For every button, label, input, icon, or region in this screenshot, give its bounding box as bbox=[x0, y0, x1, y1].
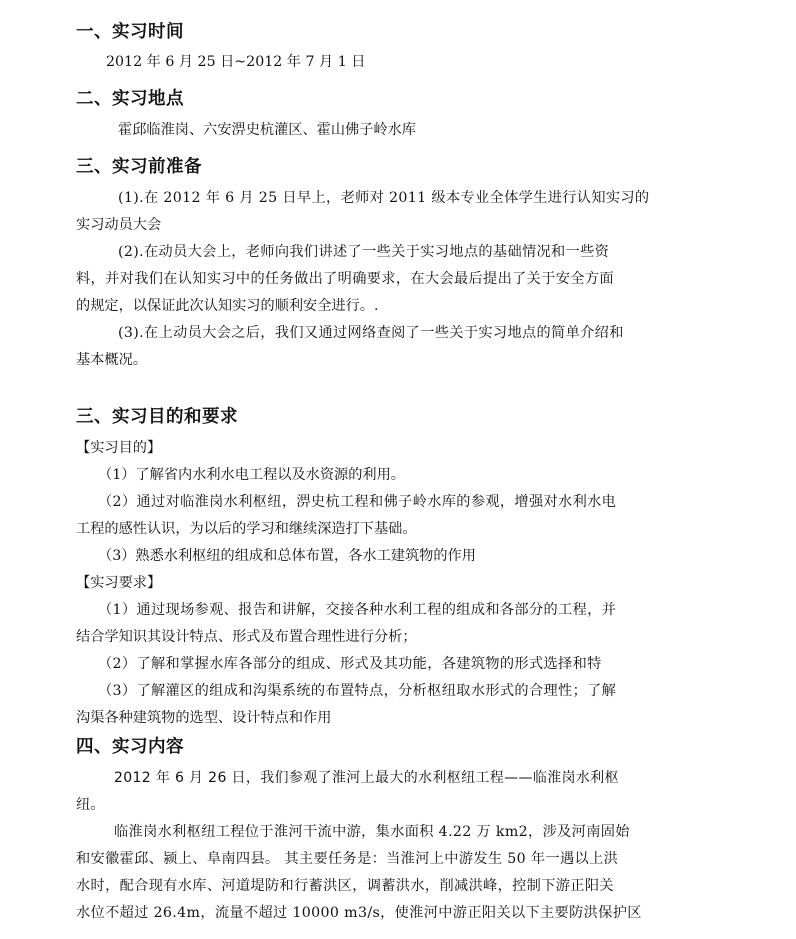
heading-internship-time: 一、实习时间 bbox=[76, 22, 184, 42]
preparation-line: (3).在上动员大会之后，我们又通过网络查阅了一些关于实习地点的简单介绍和 bbox=[118, 325, 624, 341]
heading-purpose-requirements: 三、实习目的和要求 bbox=[76, 407, 238, 427]
content-line: 2012 年 6 月 26 日，我们参观了淮河上最大的水利枢纽工程——临淮岗水利枢 bbox=[114, 770, 619, 786]
requirements-line: （2）了解和掌握水库各部分的组成、形式及其功能，各建筑物的形式选择和特 bbox=[98, 656, 602, 672]
preparation-line: (2).在动员大会上，老师向我们讲述了一些关于实习地点的基础情况和一些资 bbox=[118, 244, 610, 260]
preparation-line: 的规定，以保证此次认知实习的顺利安全进行。. bbox=[76, 298, 379, 314]
purpose-line: （2）通过对临淮岗水利枢纽，淠史杭工程和佛子岭水库的参观，增强对水利水电 bbox=[98, 494, 617, 510]
content-line: 纽。 bbox=[76, 797, 105, 813]
purpose-label: 【实习目的】 bbox=[76, 440, 162, 456]
purpose-line: （3）熟悉水利枢纽的组成和总体布置，各水工建筑物的作用 bbox=[98, 548, 476, 564]
content-line: 和安徽霍邱、颍上、阜南四县。 其主要任务是：当淮河上中游发生 50 年一遇以上洪 bbox=[76, 851, 619, 867]
preparation-line: 料，并对我们在认知实习中的任务做出了明确要求，在大会最后提出了关于安全方面 bbox=[76, 271, 614, 287]
preparation-line: 实习动员大会 bbox=[76, 217, 162, 233]
heading-content: 四、实习内容 bbox=[76, 737, 184, 757]
purpose-line: 工程的感性认识，为以后的学习和继续深造打下基础。 bbox=[76, 521, 417, 537]
internship-time-text: 2012 年 6 月 25 日~2012 年 7 月 1 日 bbox=[106, 54, 366, 70]
preparation-line: 基本概况。 bbox=[76, 352, 147, 368]
requirements-line: （1）通过现场参观、报告和讲解，交接各种水利工程的组成和各部分的工程，并 bbox=[98, 602, 617, 618]
requirements-line: 结合学知识其设计特点、形式及布置合理性进行分析； bbox=[76, 629, 417, 645]
requirements-line: （3）了解灌区的组成和沟渠系统的布置特点，分析枢纽取水形式的合理性；了解 bbox=[98, 683, 617, 699]
requirements-line: 沟渠各种建筑物的选型、设计特点和作用 bbox=[76, 710, 332, 726]
content-line: 水位不超过 26.4m，流量不超过 10000 m3/s，使淮河中游正阳关以下主要防洪保护区 bbox=[76, 905, 642, 921]
content-line: 临淮岗水利枢纽工程位于淮河干流中游，集水面积 4.22 万 km2，涉及河南固始 bbox=[114, 824, 630, 840]
purpose-line: （1）了解省内水利水电工程以及水资源的利用。 bbox=[98, 467, 405, 483]
requirements-label: 【实习要求】 bbox=[76, 575, 162, 591]
heading-internship-location: 二、实习地点 bbox=[76, 89, 184, 109]
heading-preparation: 三、实习前准备 bbox=[76, 157, 202, 177]
preparation-line: (1).在 2012 年 6 月 25 日早上，老师对 2011 级本专业全体学生进行认知实习的 bbox=[118, 190, 650, 206]
internship-location-text: 霍邱临淮岗、六安淠史杭灌区、霍山佛子岭水库 bbox=[118, 122, 416, 138]
content-line: 水时，配合现有水库、河道堤防和行蓄洪区，调蓄洪水，削减洪峰，控制下游正阳关 bbox=[76, 878, 614, 894]
